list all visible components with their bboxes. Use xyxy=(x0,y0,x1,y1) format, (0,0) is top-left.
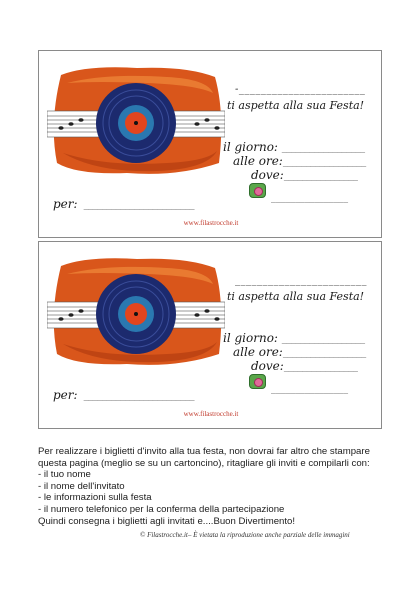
instruction-line: Quindi consegna i biglietti agli invitati e....Buon Divertimento! xyxy=(38,515,296,527)
place-label: dove: xyxy=(251,359,284,373)
day-label: il giorno: xyxy=(223,140,278,154)
record-music-illustration xyxy=(47,63,225,179)
website-link: www.filastrocche.it xyxy=(183,410,239,418)
place-row xyxy=(251,168,358,182)
time-row xyxy=(233,154,366,168)
day-blank: __________________ xyxy=(281,335,365,344)
instruction-line: - le informazioni sulla festa xyxy=(38,492,152,504)
instructions-text xyxy=(38,446,388,527)
phone-blank: ________________ xyxy=(271,194,349,203)
for-label: per: xyxy=(53,388,78,402)
website-link: www.filastrocche.it xyxy=(183,219,239,227)
invitation-card xyxy=(38,50,382,238)
time-label: alle ore: xyxy=(233,345,283,359)
day-row xyxy=(223,331,365,345)
for-label: per: xyxy=(53,197,78,211)
invitation-card xyxy=(38,241,382,429)
greeting-text: ti aspetta alla sua Festa! xyxy=(227,290,365,303)
time-blank: __________________ xyxy=(282,158,366,167)
phone-blank: ________________ xyxy=(271,385,349,394)
for-blank: ________________________ xyxy=(83,201,195,210)
host-name-line: -_______________________ xyxy=(235,84,366,95)
time-blank: __________________ xyxy=(282,349,366,358)
instruction-line: - il numero telefonico per la conferma della partecipazione xyxy=(38,503,285,515)
phone-icon xyxy=(249,374,266,389)
instruction-line: Per realizzare i biglietti d'invito alla tua festa, non dovrai far altro che stampare questa pagina (meglio se su un cartoncino), ritagliare gli inviti e compilarli con: xyxy=(38,446,370,469)
place-blank: ________________ xyxy=(283,172,358,181)
guest-row xyxy=(53,197,194,211)
instruction-line: - il tuo nome xyxy=(38,469,91,481)
record-music-illustration xyxy=(47,254,225,370)
greeting-text: ti aspetta alla sua Festa! xyxy=(227,99,365,112)
day-row xyxy=(223,140,365,154)
place-label: dove: xyxy=(251,168,284,182)
instruction-line: - il nome dell'invitato xyxy=(38,480,125,492)
place-row xyxy=(251,359,358,373)
time-row xyxy=(233,345,366,359)
host-name-line: ________________________ xyxy=(235,275,367,286)
guest-row xyxy=(53,388,194,402)
day-blank: __________________ xyxy=(281,144,365,153)
time-label: alle ore: xyxy=(233,154,283,168)
day-label: il giorno: xyxy=(223,331,278,345)
for-blank: ________________________ xyxy=(83,392,195,401)
copyright-notice: © Filastrocche.it– È vietata la riproduzione anche parziale delle immagini xyxy=(140,531,350,539)
phone-icon xyxy=(249,183,266,198)
place-blank: ________________ xyxy=(283,363,358,372)
